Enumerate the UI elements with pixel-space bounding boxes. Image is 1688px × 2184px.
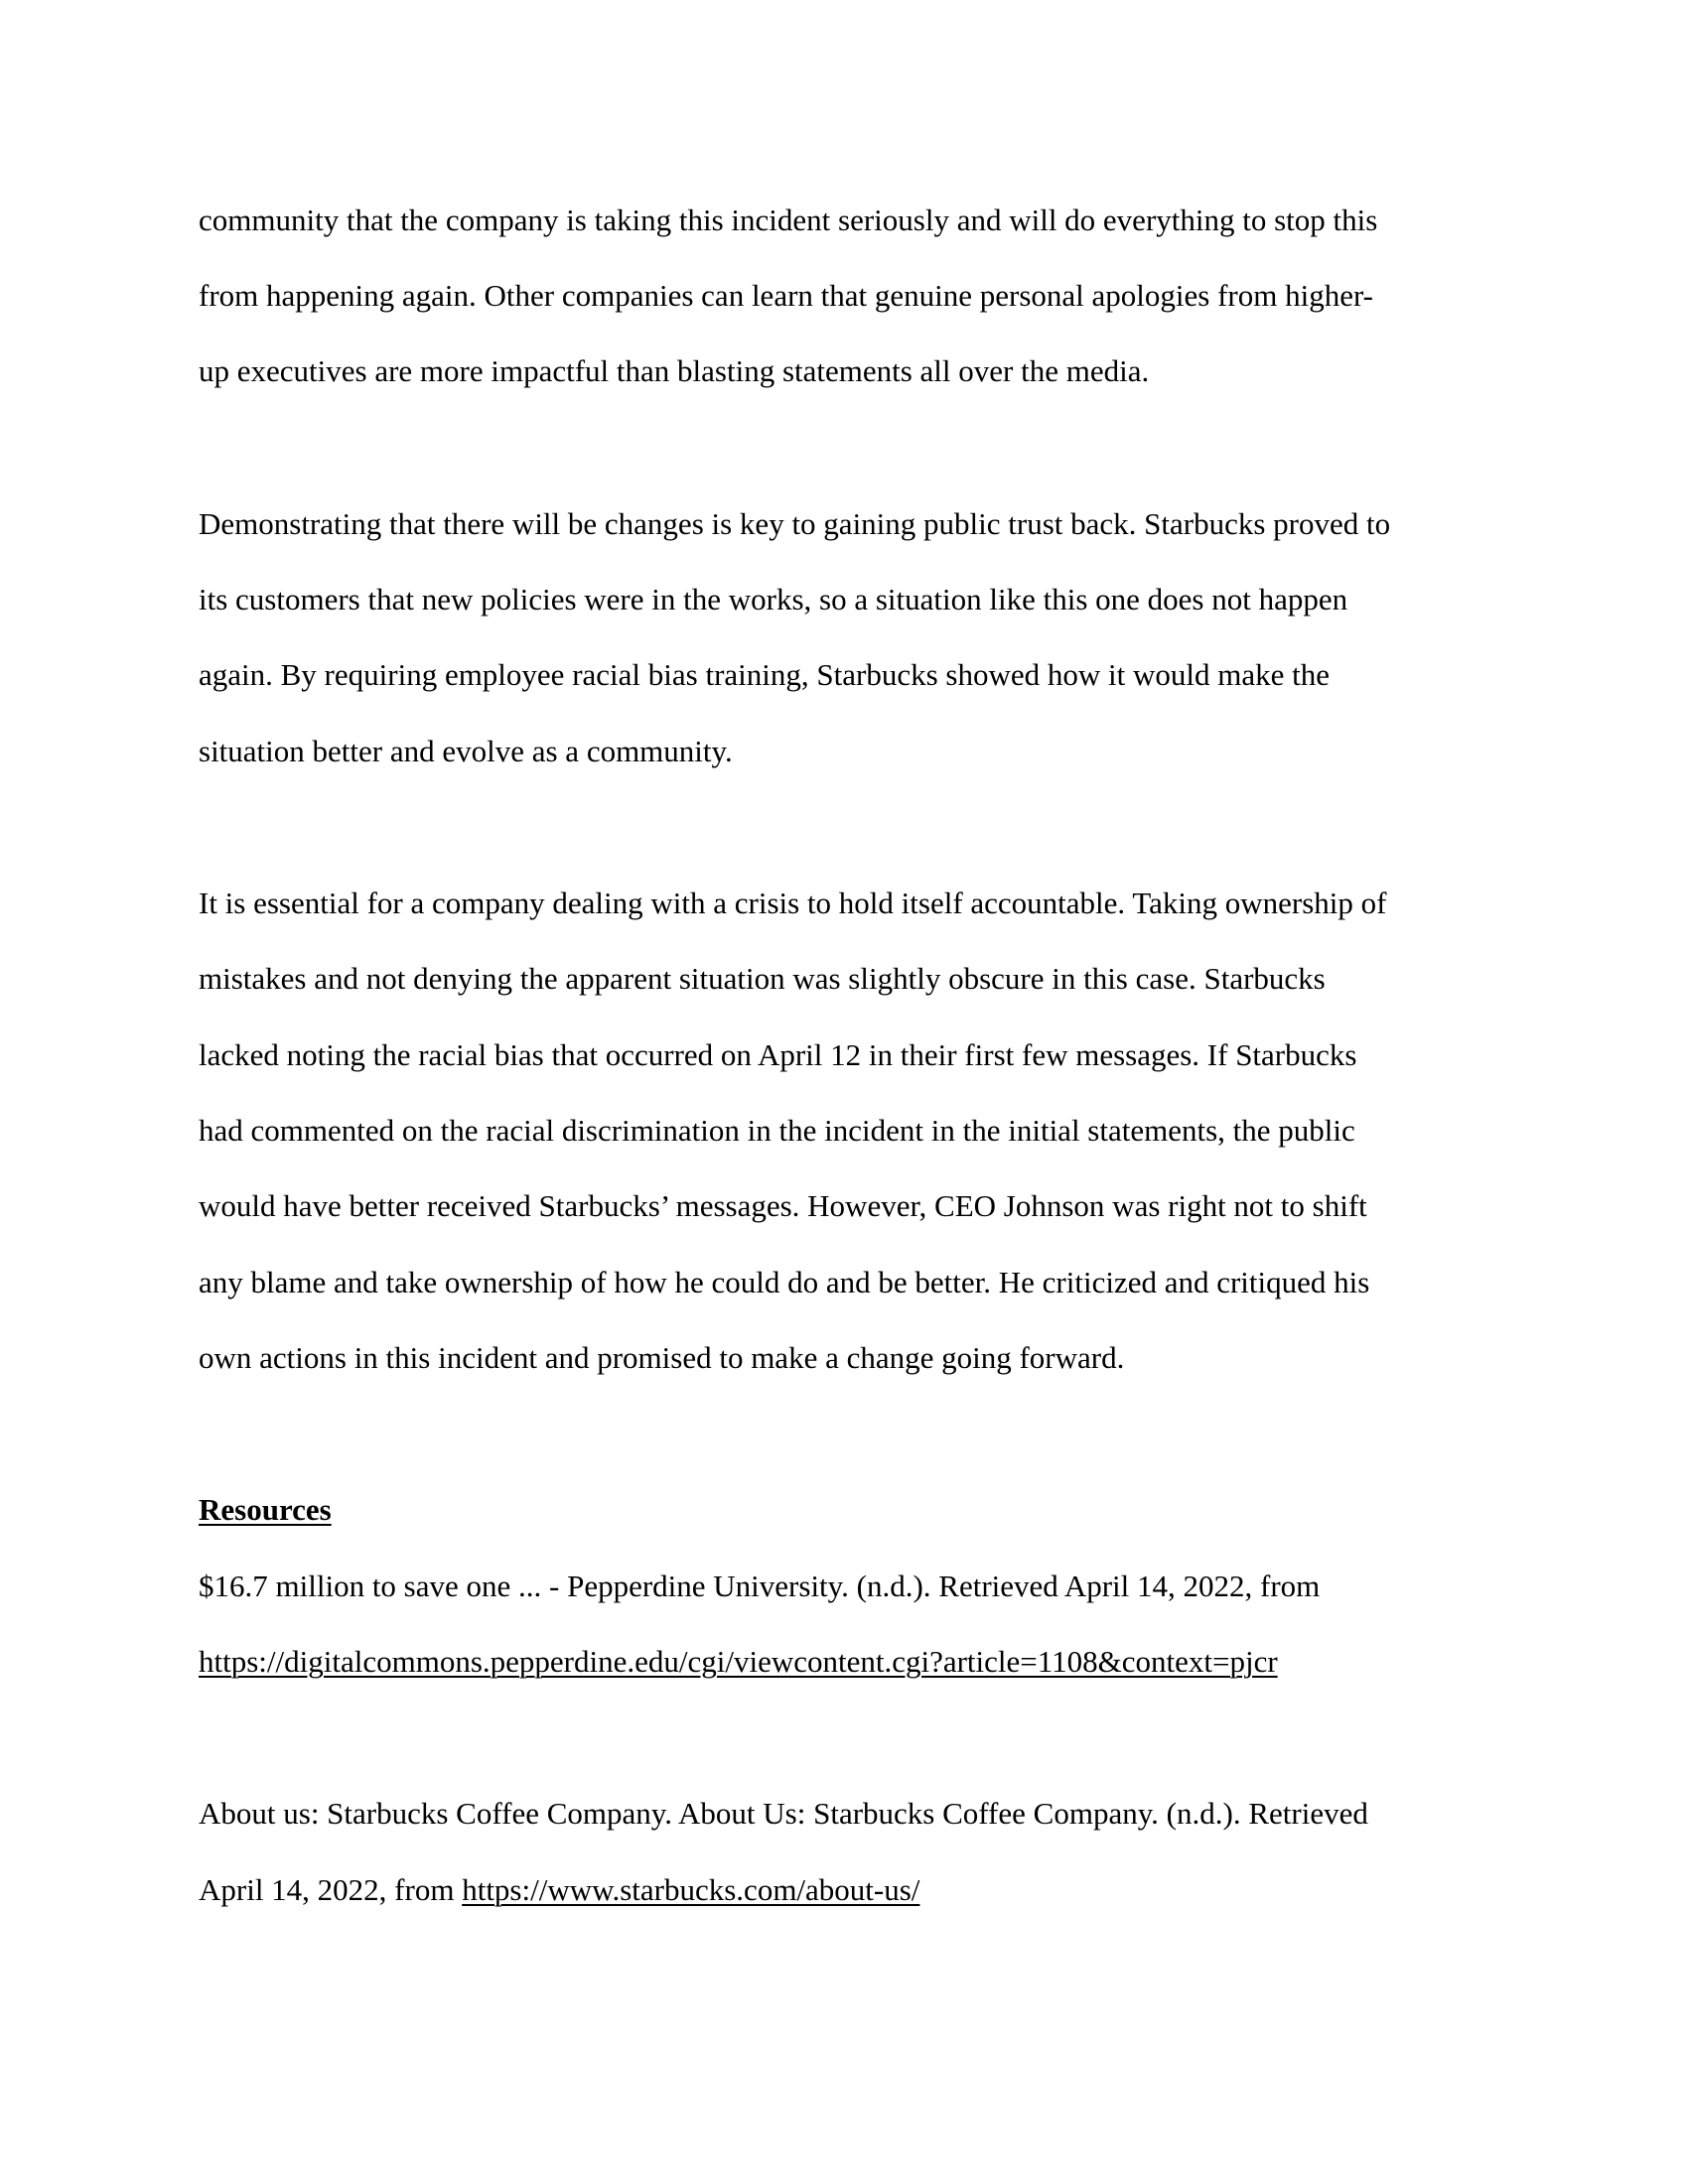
reference-1-line-2	[199, 1646, 1278, 1677]
reference-2-prefix: April 14, 2022, from	[199, 1872, 463, 1907]
paragraph-1-line-1: community that the company is taking this incident seriously and will do everything to stop this	[199, 203, 1378, 237]
paragraph-3-line-5: would have better received Starbucks’ messages. However, CEO Johnson was right not to shift	[199, 1188, 1367, 1223]
resources-heading: Resources	[199, 1492, 332, 1527]
reference-2-link[interactable]: https://www.starbucks.com/about-us/	[462, 1872, 920, 1907]
paragraph-2-line-2: its customers that new policies were in the works, so a situation like this one does not happen	[199, 582, 1348, 616]
paragraph-1-line-2: from happening again. Other companies can learn that genuine personal apologies from higher-	[199, 278, 1373, 313]
paragraph-2-line-1: Demonstrating that there will be changes is key to gaining public trust back. Starbucks proved to	[199, 506, 1391, 541]
paragraph-3-line-1: It is essential for a company dealing with a crisis to hold itself accountable. Taking ownership of	[199, 886, 1387, 920]
reference-2-text: About us: Starbucks Coffee Company. About Us: Starbucks Coffee Company. (n.d.). Retrieved	[199, 1796, 1368, 1831]
paragraph-2-line-4: situation better and evolve as a community.	[199, 734, 733, 768]
paragraph-3-line-6: any blame and take ownership of how he could do and be better. He criticized and critiqued his	[199, 1265, 1370, 1299]
paragraph-3-line-2: mistakes and not denying the apparent situation was slightly obscure in this case. Starbucks	[199, 961, 1326, 996]
reference-1-link[interactable]: https://digitalcommons.pepperdine.edu/cgi/viewcontent.cgi?article=1108&context=pjcr	[199, 1644, 1278, 1679]
paragraph-3-line-3: lacked noting the racial bias that occurred on April 12 in their first few messages. If Starbucks	[199, 1037, 1357, 1072]
reference-2-line-2	[199, 1874, 919, 1905]
paragraph-3-line-4: had commented on the racial discrimination in the incident in the initial statements, the public	[199, 1113, 1355, 1148]
reference-1-text: $16.7 million to save one ... - Pepperdine University. (n.d.). Retrieved April 14, 2022, from	[199, 1569, 1321, 1603]
paragraph-3-line-7: own actions in this incident and promised to make a change going forward.	[199, 1340, 1125, 1375]
paragraph-2-line-3: again. By requiring employee racial bias training, Starbucks showed how it would make the	[199, 657, 1330, 692]
paragraph-1-line-3: up executives are more impactful than blasting statements all over the media.	[199, 353, 1150, 388]
